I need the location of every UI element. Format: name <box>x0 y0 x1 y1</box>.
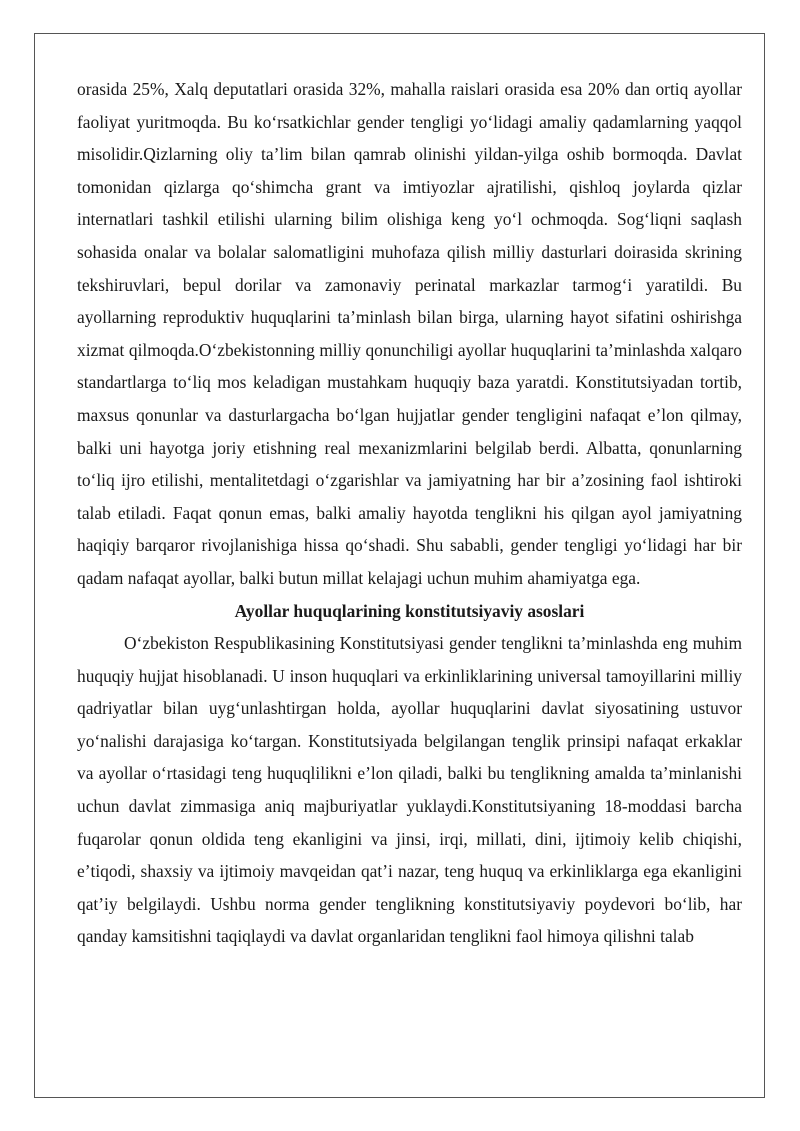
body-paragraph: Oʻzbekiston Respublikasining Konstitutsiyasi gender tenglikni taʼminlashda eng muhim huquqiy hujjat hisoblanadi. U inson huquqlari va erkinliklarining universal tamoyillarini milliy qadriyatlar bilan uygʻunlashtirgan holda, ayollar huquqlarini davlat siyosatining ustuvor yoʻnalishi darajasiga koʻtargan. Konstitutsiyada belgilangan tenglik prinsipi nafaqat erkaklar va ayollar oʻrtasidagi teng huquqlilikni eʼlon qiladi, balki bu tenglikning amalda taʼminlanishi uchun davlat zimmasiga aniq majburiyatlar yuklaydi.Konstitutsiyaning 18-moddasi barcha fuqarolar qonun oldida teng ekanligini va jinsi, irqi, millati, dini, ijtimoiy kelib chiqishi, eʼtiqodi, shaxsiy va ijtimoiy mavqeidan qatʼi nazar, teng huquq va erkinliklarga ega ekanligini qatʼiy belgilaydi. Ushbu norma gender tenglikning konstitutsiyaviy poydevori boʻlib, har qanday kamsitishni taqiqlaydi va davlat organlaridan tenglikni faol himoya qilishni talab <box>77 633 742 947</box>
section-heading: Ayollar huquqlarining konstitutsiyaviy asoslari <box>234 600 585 621</box>
document-body <box>77 73 742 953</box>
body-paragraph: orasida 25%, Xalq deputatlari orasida 32%, mahalla raislari orasida esa 20% dan ortiq ayollar faoliyat yuritmoqda. Bu koʻrsatkichlar gender tengligi yoʻlidagi amaliy qadamlarning yaqqol misolidir.Qizlarning oliy taʼlim bilan qamrab olinishi yildan-yilga oshib bormoqda. Davlat tomonidan qizlarga qoʻshimcha grant va imtiyozlar ajratilishi, qishloq joylarda qizlar internatlari tashkil etilishi ularning bilim olishiga keng yoʻl ochmoqda. Sogʻliqni saqlash sohasida onalar va bolalar salomatligini muhofaza qilish milliy dasturlari doirasida skrining tekshiruvlari, bepul dorilar va zamonaviy perinatal markazlar tarmogʻi yaratildi. Bu ayollarning reproduktiv huquqlarini taʼminlash bilan birga, ularning hayot sifatini oshirishga xizmat qilmoqda.Oʻzbekistonning milliy qonunchiligi ayollar huquqlarini taʼminlashda xalqaro standartlarga toʻliq mos keladigan mustahkam huquqiy baza yaratdi. Konstitutsiyadan tortib, maxsus qonunlar va dasturlargacha boʻlgan hujjatlar gender tengligini nafaqat eʼlon qilmay, balki uni hayotga joriy etishning real mexanizmlarini belgilab berdi. Albatta, qonunlarning toʻliq ijro etilishi, mentalitetdagi oʻzgarishlar va jamiyatning har bir aʼzosining faol ishtiroki talab etiladi. Faqat qonun emas, balki amaliy hayotda tenglikni his qilgan ayol jamiyatning haqiqiy barqaror rivojlanishiga hissa qoʻshadi. Shu sababli, gender tengligi yoʻlidagi har bir qadam nafaqat ayollar, balki butun millat kelajagi uchun muhim ahamiyatga ega. <box>77 79 742 588</box>
